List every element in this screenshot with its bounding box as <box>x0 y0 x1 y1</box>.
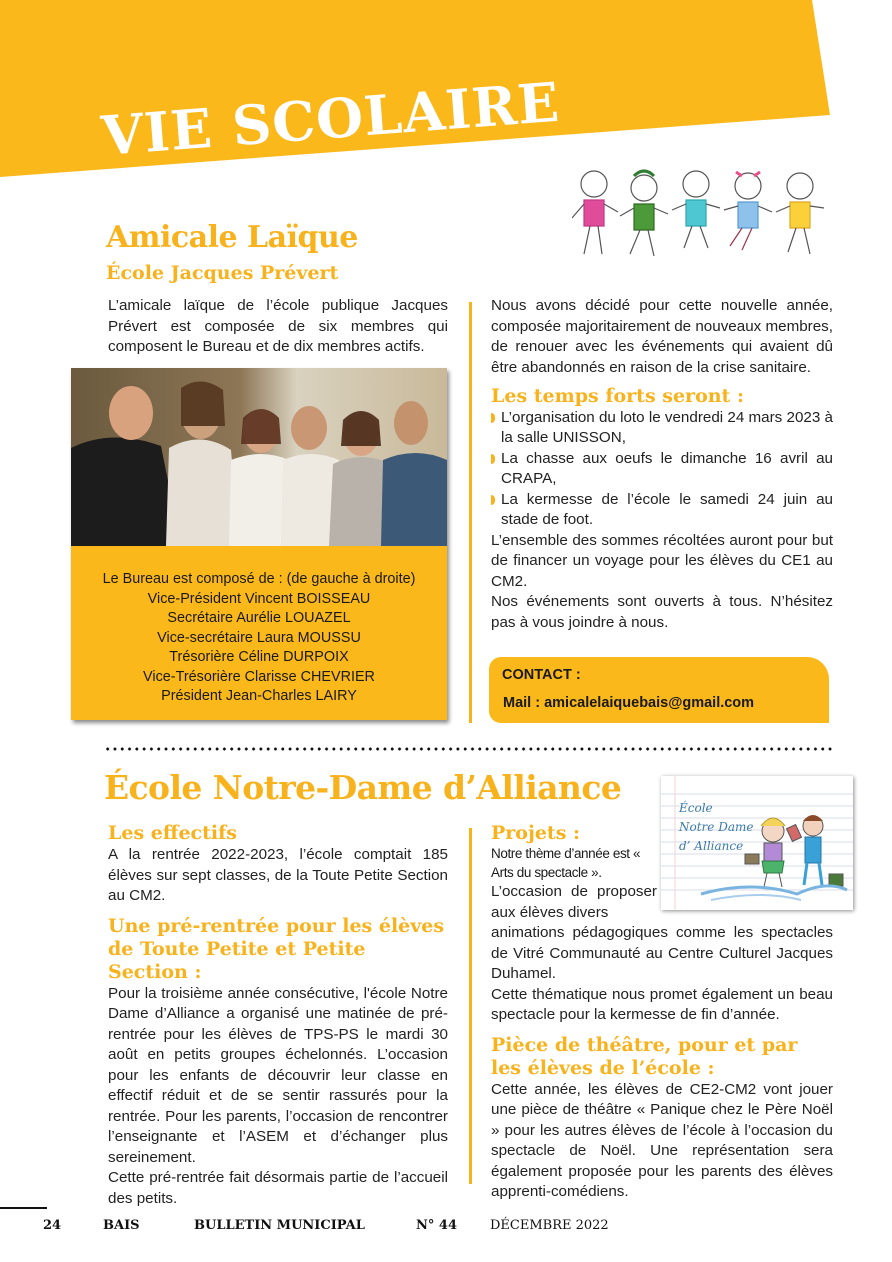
list-item: La kermesse de l’école le samedi 24 juin au stade de foot. <box>491 490 833 531</box>
footer-town: BAIS <box>103 1218 140 1233</box>
prerentree-text: Pour la troisième année consécutive, l'école Notre Dame d’Alliance a organisé une matinée de pré-rentrée pour les élèves de TPS-PS le mardi 30 août en petits groupes échelonnés. L’occasion pour les enfants de découvrir leur classe en effectif réduit et de se sentir rassurés pour la rentrée. Pour les parents, l’occasion de rencontrer l’enseignante et l’ASEM et d’échanger plus sereinement. <box>108 984 448 1166</box>
amicale-intro: L’amicale laïque de l’école publique Jacques Prévert est composée de six membres qui composent le Bureau et de dix membres actifs. <box>108 297 448 355</box>
caption-line: Le Bureau est composé de : (de gauche à droite) <box>102 571 416 587</box>
notre-dame-left-column <box>108 822 448 1209</box>
effectifs-title: Les effectifs <box>108 822 237 844</box>
temps-forts-title: Les temps forts seront : <box>491 385 744 407</box>
bullet-icon <box>491 454 495 464</box>
dotted-separator <box>104 746 832 752</box>
prerentree-text-2: Cette pré-rentrée fait désormais partie de l’accueil des petits. <box>108 1169 448 1207</box>
footer-date: DÉCEMBRE 2022 <box>490 1218 609 1233</box>
projets-text-2: Cette thématique nous promet également un beau spectacle pour la kermesse de fin d’année. <box>491 985 833 1023</box>
footer-issue: N° 44 <box>416 1218 457 1233</box>
notre-dame-title: École Notre-Dame d’Alliance <box>104 768 622 807</box>
column-divider <box>469 828 472 1184</box>
bureau-photo-card <box>71 368 447 720</box>
contact-email-link[interactable]: Mail : amicalelaiquebais@gmail.com <box>503 695 755 711</box>
amicale-right-column <box>491 296 833 633</box>
bullet-icon <box>491 413 495 423</box>
bureau-group-photo <box>71 368 447 546</box>
footer-publication: BULLETIN MUNICIPAL <box>194 1218 365 1233</box>
theatre-text: Cette année, les élèves de CE2-CM2 vont jouer une pièce de théâtre « Panique chez le Père Noël » pour les autres élèves de l’école à l’occasion du spectacle de Noël. Une représentation sera également proposée pour les parents des élèves apprenti-comédiens. <box>491 1080 833 1200</box>
contact-box <box>489 657 829 723</box>
logo-line: d’ Alliance <box>679 839 744 853</box>
amicale-closing-1: L’ensemble des sommes récoltées auront pour but de financer un voyage pour les élèves du CE1 au CM2. <box>491 531 833 590</box>
contact-label: CONTACT : <box>502 667 581 683</box>
projets-intro-2: L’occasion de proposer aux élèves divers <box>491 883 657 921</box>
column-divider <box>469 302 472 723</box>
amicale-right-intro: Nous avons décidé pour cette nouvelle année, composée majoritairement de nouveaux membres, de renouer avec les événements qui avaient dû être abandonnés en raison de la crise sanitaire. <box>491 297 833 376</box>
footer-rule <box>0 1207 47 1209</box>
amicale-closing-2: Nos événements sont ouverts à tous. N’hésitez pas à vous joindre à nous. <box>491 593 833 631</box>
projets-intro: Notre thème d’année est « Arts du spectacle ». <box>491 846 641 880</box>
bureau-caption <box>71 570 447 707</box>
logo-line: École <box>679 801 713 815</box>
theatre-title: Pièce de théâtre, pour et par les élèves de l’école : <box>491 1033 798 1079</box>
amicale-title: Amicale Laïque <box>106 220 358 255</box>
caption-line: Vice-secrétaire Laura MOUSSU <box>157 629 361 646</box>
caption-line: Vice-Trésorière Clarisse CHEVRIER <box>143 668 375 685</box>
children-illustration <box>572 166 832 271</box>
bullet-icon <box>491 495 495 505</box>
section-title: VIE SCOLAIRE <box>99 69 563 168</box>
page-number: 24 <box>43 1218 62 1233</box>
projets-text: animations pédagogiques comme les spectacles de Vitré Communauté au Centre Culturel Jacques Duhamel. <box>491 924 833 982</box>
effectifs-text: A la rentrée 2022-2023, l’école comptait 185 élèves sur sept classes, de la Toute Petite Section au CM2. <box>108 846 448 904</box>
logo-line: Notre Dame <box>679 820 754 834</box>
list-item: La chasse aux oeufs le dimanche 16 avril au CRAPA, <box>491 449 833 490</box>
projets-title: Projets : <box>491 822 581 844</box>
caption-line: Vice-Président Vincent BOISSEAU <box>147 590 371 607</box>
amicale-subtitle: École Jacques Prévert <box>106 262 339 284</box>
caption-line: Secrétaire Aurélie LOUAZEL <box>167 610 351 626</box>
list-item: L’organisation du loto le vendredi 24 mars 2023 à la salle UNISSON, <box>491 408 833 449</box>
caption-line: Trésorière Céline DURPOIX <box>169 649 349 665</box>
caption-line: Président Jean-Charles LAIRY <box>161 688 357 704</box>
prerentree-title: Une pré-rentrée pour les élèves de Toute Petite et Petite Section : <box>108 914 445 983</box>
notre-dame-right-column <box>491 822 833 1203</box>
